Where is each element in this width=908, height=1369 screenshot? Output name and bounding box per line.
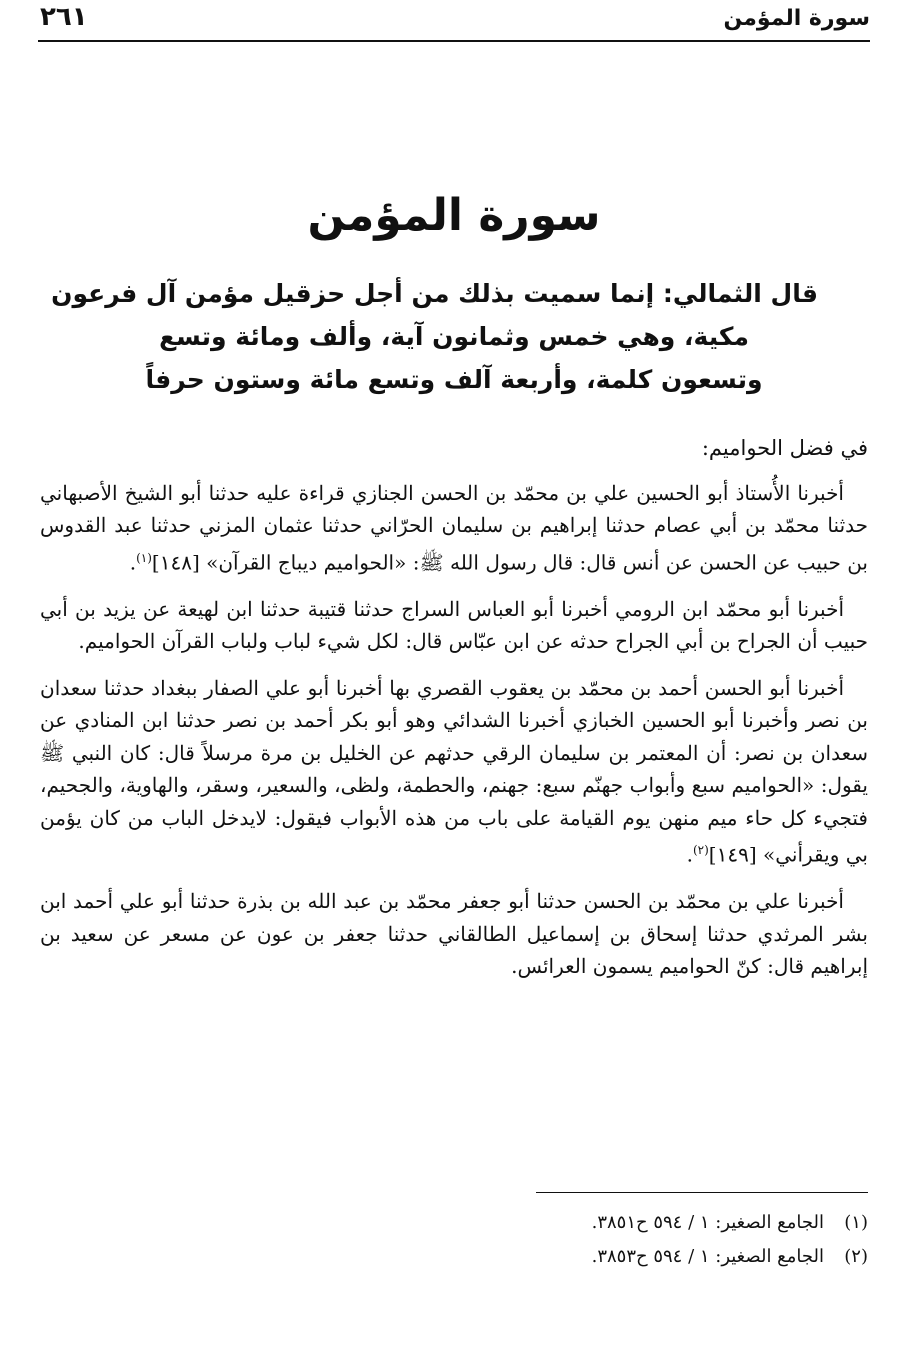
intro-line: مكية، وهي خمس وثمانون آية، وألف ومائة وتسع	[159, 322, 749, 351]
paragraph-text: أخبرنا علي بن محمّد بن الحسن حدثنا أبو جعفر محمّد بن عبد الله بن بذرة حدثنا أبو علي أحمد ابن بشر المرثدي حدثنا إسحاق بن إسماعيل الطالقاني حدثنا جعفر بن عون عن مسعر عن سعيد بن إبراهيم قال: كنّ الحواميم يسمون العرائس.	[40, 889, 868, 979]
paragraph-end: .	[686, 842, 693, 867]
paragraph-text: أخبرنا أبو الحسن أحمد بن محمّد بن يعقوب القصري بها أخبرنا أبو علي الصفار ببغداد حدثنا سعدان بن نصر وأخبرنا أبو الحسين الخبازي أخبرنا الشدائي وهو أبو بكر أحمد بن نصر حدثنا ابن المنادي عن سعدان بن نصر: أن المعتمر بن سليمان الرقي حدثهم عن الخليل بن مرة مرسلاً قال: كان النبي ﷺ يقول: «الحواميم سبع وأبواب جهنّم سبع: جهنم، والحطمة، ولظى، والسعير، وسقر، والهاوية، والجحيم، فتجيء كل حاء ميم منهن يوم القيامة على باب من هذه الأبواب فيقول: لايدخل الباب من كان يؤمن بي ويقرأني» [١٤٩]	[40, 675, 868, 867]
paragraph	[40, 885, 868, 983]
footnote-number: (١)	[844, 1212, 868, 1233]
surah-intro	[51, 272, 818, 401]
body-text	[40, 432, 868, 983]
footnote-ref[interactable]: (١)	[136, 550, 152, 565]
paragraph	[40, 593, 868, 658]
running-head-title: سورة المؤمن	[723, 6, 870, 31]
paragraph-end: .	[129, 550, 137, 575]
footnote-divider	[536, 1192, 868, 1193]
footnote-text: الجامع الصغير: ١ / ٥٩٤ ح٣٨٥١.	[591, 1212, 824, 1233]
paragraph-text: أخبرنا الأُستاذ أبو الحسين علي بن محمّد بن الحسن الجنازي قراءة عليه حدثنا أبو الشيخ الأصبهاني حدثنا محمّد بن أبي عصام حدثنا إبراهيم بن سليمان الحرّاني حدثنا عثمان المزني حدثنا عبد القدوس بن حبيب عن الحسن عن أنس قال: قال رسول الله ﷺ: «الحواميم ديباج القرآن» [١٤٨]	[40, 480, 868, 575]
intro-line: وتسعون كلمة، وأربعة آلف وتسع مائة وستون حرفاً	[145, 365, 763, 394]
footnote-item	[300, 1206, 868, 1240]
footnote-text: الجامع الصغير: ١ / ٥٩٤ ح٣٨٥٣.	[591, 1246, 824, 1267]
footnote-item	[300, 1240, 868, 1274]
footnote-ref[interactable]: (٢)	[692, 843, 709, 858]
paragraph	[40, 477, 868, 579]
paragraph	[40, 672, 868, 872]
page-number: ٢٦١	[40, 2, 88, 32]
intro-line: قال الثمالي: إنما سميت بذلك من أجل حزقيل مؤمن آل فرعون	[51, 279, 818, 308]
surah-title: سورة المؤمن	[307, 190, 601, 241]
footnote-number: (٢)	[844, 1246, 868, 1267]
section-heading: في فضل الحواميم:	[701, 436, 868, 460]
running-head	[38, 2, 870, 42]
paragraph-text: أخبرنا أبو محمّد ابن الرومي أخبرنا أبو العباس السراج حدثنا قتيبة حدثنا ابن لهيعة عن يزيد بن أبي حبيب أن الجراح بن أبي الجراح حدثه عن ابن عبّاس قال: لكل شيء لباب ولباب القرآن الحواميم.	[40, 596, 868, 654]
footnotes	[300, 1206, 868, 1274]
